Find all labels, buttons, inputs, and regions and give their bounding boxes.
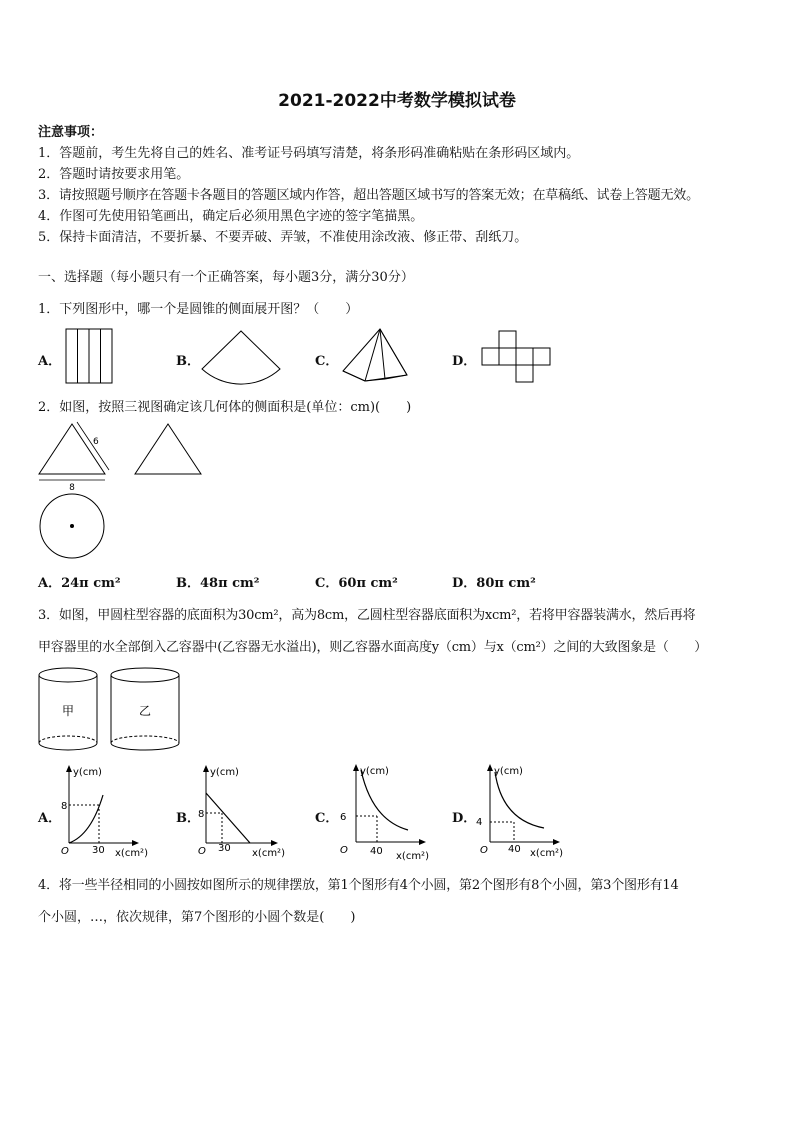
q3-option-a-label: A． <box>38 811 62 826</box>
graph-d-origin: O <box>480 845 488 856</box>
q1-figure-b-sector <box>196 325 286 385</box>
page-title: 2021-2022中考数学模拟试卷 <box>278 91 516 111</box>
graph-a-x-axis-label: x(cm²) <box>115 848 148 859</box>
graph-d-x-axis-label: x(cm²) <box>530 848 563 859</box>
graph-d-x-tick: 40 <box>508 844 521 855</box>
q1-option-c-label: C． <box>315 354 339 369</box>
q2-option-b: B．48π cm² <box>176 576 260 591</box>
q3-option-b-label: B． <box>176 811 200 826</box>
question-2-stem: 2．如图，按照三视图确定该几何体的侧面积是(单位：cm)( ) <box>38 400 412 415</box>
notice-item-2: 2．答题时请按要求用笔。 <box>38 167 190 182</box>
q2-base-label: 8 <box>69 483 75 493</box>
q1-figure-d-cube-net <box>478 325 558 385</box>
graph-d-y-tick: 4 <box>476 817 483 828</box>
q3-graph-d <box>472 760 582 864</box>
section-heading: 一、选择题（每小题只有一个正确答案，每小题3分，满分30分） <box>38 270 414 285</box>
graph-b-x-axis-label: x(cm²) <box>252 848 285 859</box>
q1-figure-c-pyramid <box>335 325 425 385</box>
q1-option-a-label: A． <box>38 354 62 369</box>
q1-option-d-label: D． <box>452 354 477 369</box>
graph-b-y-axis-label: y(cm) <box>210 767 239 778</box>
graph-a-origin: O <box>61 846 69 857</box>
q2-option-c: C．60π cm² <box>315 576 398 591</box>
graph-d-y-axis-label: y(cm) <box>494 766 523 777</box>
graph-a-x-tick: 30 <box>92 845 105 856</box>
q1-option-b-label: B． <box>176 354 200 369</box>
graph-c-origin: O <box>340 845 348 856</box>
q1-figure-a-rectangles <box>60 325 120 385</box>
question-4-stem-line-1: 4．将一些半径相同的小圆按如图所示的规律摆放，第1个图形有4个小圆，第2个图形有8个小圆，第3个图形有14 <box>38 878 679 893</box>
q3-graph-b <box>192 763 292 861</box>
question-1-stem: 1．下列图形中，哪一个是圆锥的侧面展开图？（ ） <box>38 302 359 317</box>
graph-c-y-axis-label: y(cm) <box>360 766 389 777</box>
cylinder-b-label: 乙 <box>138 704 152 718</box>
notice-item-4: 4．作图可先使用铅笔画出，确定后必须用黑色字迹的签字笔描黑。 <box>38 209 424 224</box>
q3-cylinders <box>35 665 195 757</box>
graph-b-x-tick: 30 <box>218 843 231 854</box>
graph-a-y-tick: 8 <box>61 801 68 812</box>
q2-slant-label: 6 <box>93 437 99 447</box>
q3-option-d-label: D． <box>452 811 477 826</box>
graph-b-y-tick: 8 <box>198 809 205 820</box>
graph-c-x-tick: 40 <box>370 846 383 857</box>
q3-graph-c <box>332 760 442 864</box>
q2-three-views <box>35 420 215 560</box>
q2-option-a: A．24π cm² <box>38 576 121 591</box>
q3-graph-a <box>55 763 155 861</box>
graph-a-y-axis-label: y(cm) <box>73 767 102 778</box>
question-3-stem-line-1: 3．如图，甲圆柱型容器的底面积为30cm²，高为8cm，乙圆柱型容器底面积为xcm²，若将甲容器装满水，然后再将 <box>38 608 696 623</box>
graph-c-y-tick: 6 <box>340 812 347 823</box>
notice-item-5: 5．保持卡面清洁，不要折暴、不要弄破、弄皱，不准使用涂改液、修正带、刮纸刀。 <box>38 230 528 245</box>
cylinder-a-label: 甲 <box>61 704 75 718</box>
graph-c-x-axis-label: x(cm²) <box>396 851 429 862</box>
q2-option-d: D．80π cm² <box>452 576 536 591</box>
notice-item-1: 1．答题前，考生先将自己的姓名、准考证号码填写清楚，将条形码准确粘贴在条形码区域内。 <box>38 146 580 161</box>
notice-heading: 注意事项： <box>38 125 104 140</box>
question-3-stem-line-2: 甲容器里的水全部倒入乙容器中(乙容器无水溢出)，则乙容器水面高度y（cm）与x（cm²）之间的大致图象是（ ） <box>38 640 708 655</box>
question-4-stem-line-2: 个小圆，…，依次规律，第7个图形的小圆个数是( ) <box>38 910 356 925</box>
q3-option-c-label: C． <box>315 811 339 826</box>
notice-item-3: 3．请按照题号顺序在答题卡各题目的答题区域内作答，超出答题区域书写的答案无效；在草稿纸、试卷上答题无效。 <box>38 188 699 203</box>
graph-b-origin: O <box>198 846 206 857</box>
